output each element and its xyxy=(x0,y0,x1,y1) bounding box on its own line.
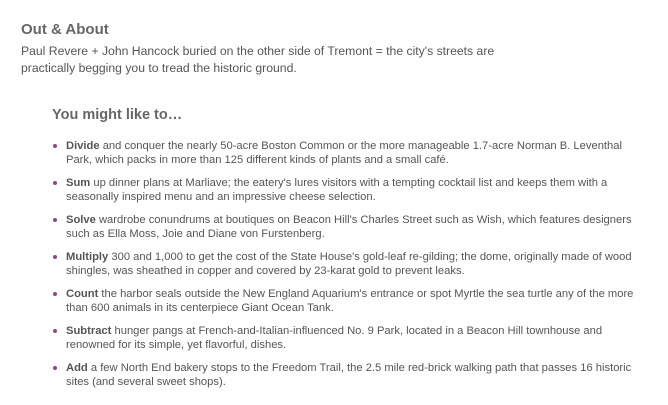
bullet-icon xyxy=(53,255,57,259)
bullet-icon xyxy=(53,218,57,222)
list-item-divide xyxy=(52,139,642,167)
item-verb: Multiply xyxy=(66,251,112,263)
item-text: hunger pangs at French-and-Italian-influenced No. 9 Park, located in a Beacon Hill townhouse and renowned for its simple, yet flavorful, dishes. xyxy=(66,325,603,352)
suggestions-title: You might like to… xyxy=(52,107,183,123)
list-item-multiply xyxy=(52,250,642,278)
bullet-icon xyxy=(53,329,57,333)
list-item-add xyxy=(52,361,642,389)
list-item-count xyxy=(52,287,642,315)
list-item-subtract xyxy=(52,324,642,352)
bullet-icon xyxy=(53,144,57,148)
item-text: wardrobe conundrums at boutiques on Beacon Hill's Charles Street such as Wish, which features designers such as Ella Moss, Joie and Diane von Furstenberg. xyxy=(66,214,632,241)
item-verb: Subtract xyxy=(66,325,115,337)
bullet-icon xyxy=(53,366,57,370)
section-title: Out & About xyxy=(21,21,109,38)
item-verb: Sum xyxy=(66,177,94,189)
item-text: 300 and 1,000 to get the cost of the State House's gold-leaf re-gilding; the dome, originally made of wood shingles, was sheathed in copper and covered by 23-karat gold to prevent leaks. xyxy=(66,251,632,278)
list-item-solve xyxy=(52,213,642,241)
item-text: and conquer the nearly 50-acre Boston Common or the more manageable 1.7-acre Norman B. Leventhal Park, which packs in more than 125 different kinds of plants and a small café. xyxy=(66,140,622,167)
bullet-icon xyxy=(53,181,57,185)
suggestions-list xyxy=(52,139,642,398)
bullet-icon xyxy=(53,292,57,296)
item-text: up dinner plans at Marliave; the eatery's lures visitors with a tempting cocktail list and keeps them with a seasonally inspired menu and an impressive cheese selection. xyxy=(66,177,608,204)
item-verb: Add xyxy=(66,362,91,374)
item-verb: Divide xyxy=(66,140,103,152)
item-verb: Count xyxy=(66,288,102,300)
intro-paragraph: Paul Revere + John Hancock buried on the other side of Tremont = the city's streets are practically begging you to tread the historic ground. xyxy=(21,44,495,75)
item-text: the harbor seals outside the New England Aquarium's entrance or spot Myrtle the sea turtle any of the more than 600 animals in its centerpiece Giant Ocean Tank. xyxy=(66,288,634,315)
list-item-sum xyxy=(52,176,642,204)
item-text: a few North End bakery stops to the Freedom Trail, the 2.5 mile red-brick walking path that passes 16 historic sites (and several sweet shops). xyxy=(66,362,632,389)
item-verb: Solve xyxy=(66,214,99,226)
